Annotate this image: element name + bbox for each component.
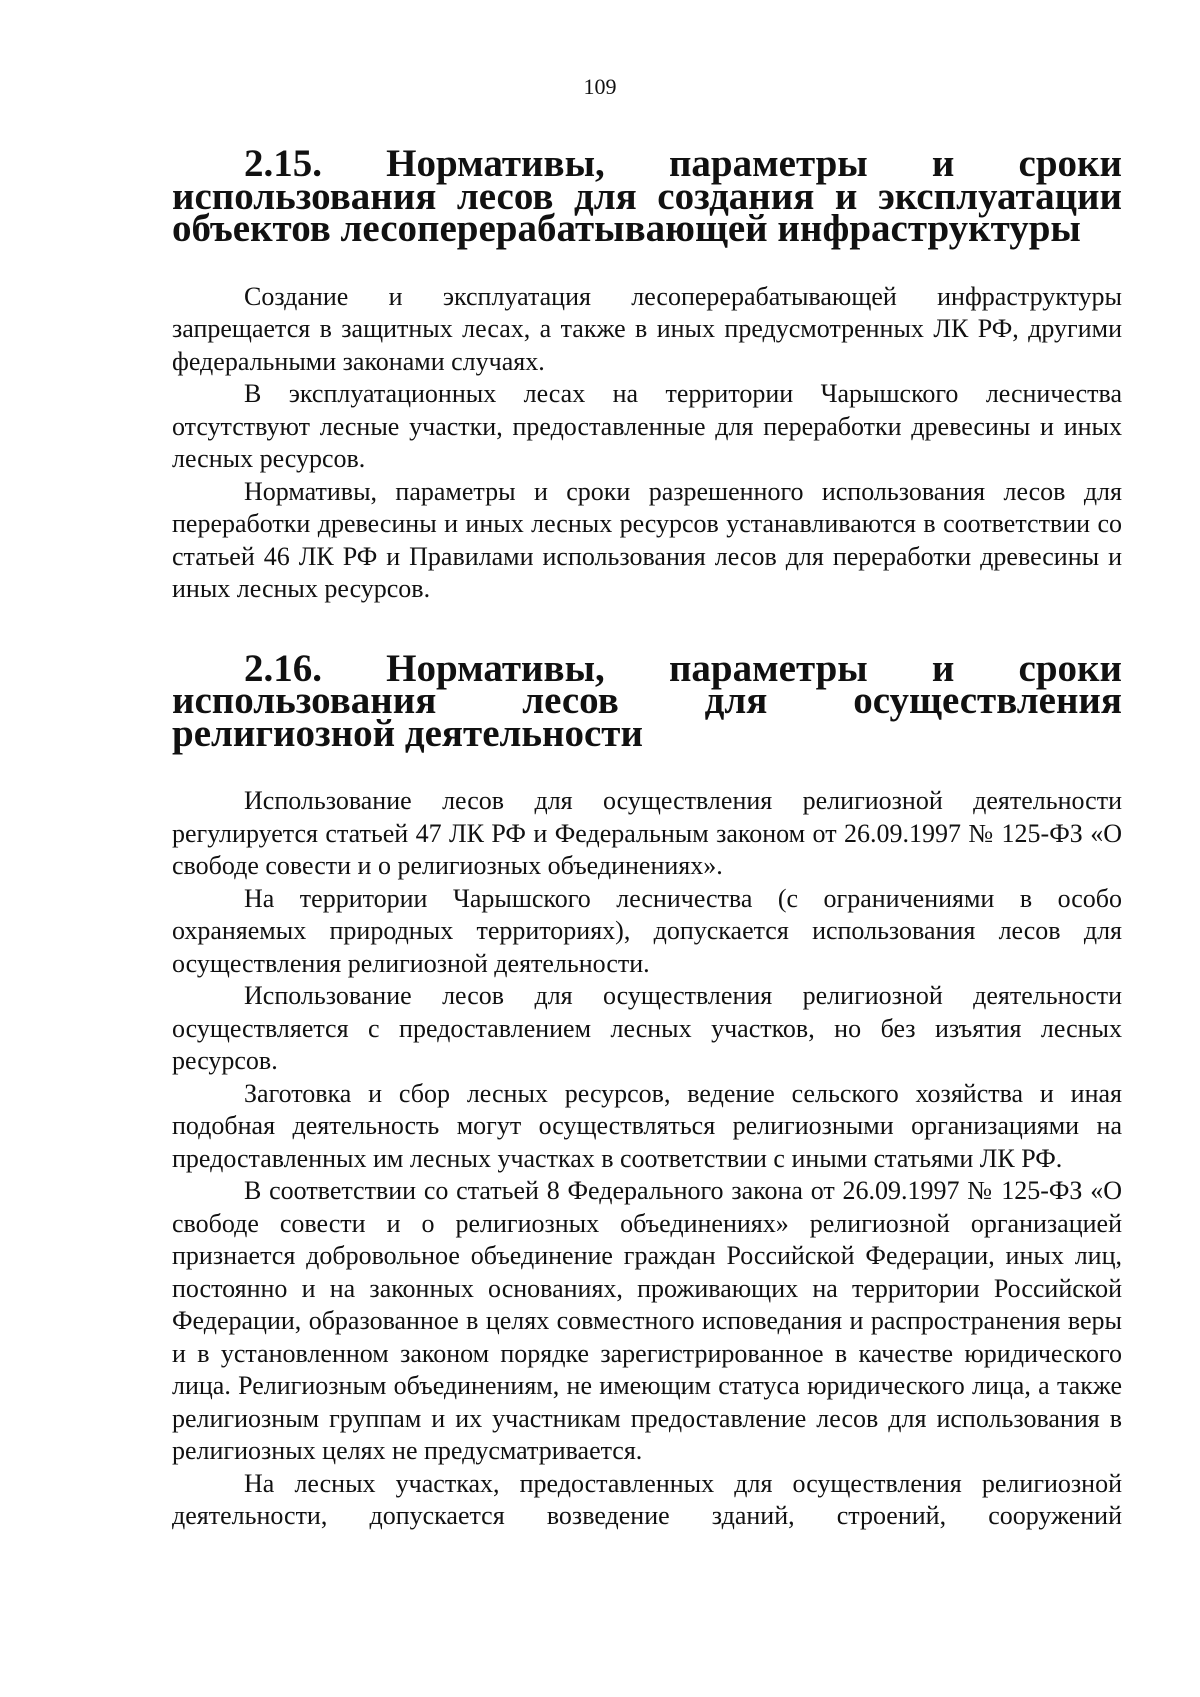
section-heading: 2.15. Нормативы, параметры и сроки использования лесов для создания и эксплуатации объектов лесоперерабатывающей инфраструктуры bbox=[172, 142, 1122, 250]
paragraph: В соответствии со статьей 8 Федерального закона от 26.09.1997 № 125-ФЗ «О свободе совести и о религиозных объединениях» религиозной организацией признается добровольное объединение граждан Российской Федерации, иных лиц, постоянно и на законных основаниях, проживающих на территории Российской Федерации, образованное в целях совместного исповедания и распространения веры и в установленном законом порядке зарегистрированное в качестве юридического лица. Религиозным объединениям, не имеющим статуса юридического лица, а также религиозным группам и их участникам предоставление лесов для использования в религиозных целях не предусматривается. bbox=[172, 1176, 1122, 1465]
paragraph: В эксплуатационных лесах на территории Чарышского лесничества отсутствуют лесные участки, предоставленные для переработки древесины и иных лесных ресурсов. bbox=[172, 379, 1122, 473]
paragraph: Заготовка и сбор лесных ресурсов, ведение сельского хозяйства и иная подобная деятельность могут осуществляться религиозными организациями на предоставленных им лесных участках в соответствии с иными статьями ЛК РФ. bbox=[172, 1078, 1122, 1173]
section-2-15 bbox=[172, 142, 1122, 606]
paragraph: Нормативы, параметры и сроки разрешенного использования лесов для переработки древесины и иных лесных ресурсов устанавливаются в соответствии со статьей 46 ЛК РФ и Правилами использования лесов для переработки древесины и иных лесных ресурсов. bbox=[172, 476, 1122, 603]
paragraph: На территории Чарышского лесничества (с ограничениями в особо охраняемых природных территориях), допускается использования лесов для осуществления религиозной деятельности. bbox=[172, 883, 1122, 978]
page-number: 109 bbox=[583, 74, 617, 99]
page-content bbox=[172, 142, 1122, 1533]
paragraph: На лесных участках, предоставленных для осуществления религиозной деятельности, допускается возведение зданий, строений, сооружений bbox=[172, 1468, 1122, 1530]
paragraph: Использование лесов для осуществления религиозной деятельности регулируется статьей 47 ЛК РФ и Федеральным законом от 26.09.1997 № 125-ФЗ «О свободе совести и о религиозных объединениях». bbox=[172, 786, 1122, 880]
section-heading: 2.16. Нормативы, параметры и сроки использования лесов для осуществления религиозной деятельности bbox=[172, 646, 1122, 755]
paragraph: Использование лесов для осуществления религиозной деятельности осуществляется с предоставлением лесных участков, но без изъятия лесных ресурсов. bbox=[172, 981, 1122, 1075]
paragraph: Создание и эксплуатация лесоперерабатывающей инфраструктуры запрещается в защитных лесах, а также в иных предусмотренных ЛК РФ, другими федеральными законами случаях. bbox=[172, 281, 1122, 376]
section-2-16 bbox=[172, 646, 1122, 1533]
